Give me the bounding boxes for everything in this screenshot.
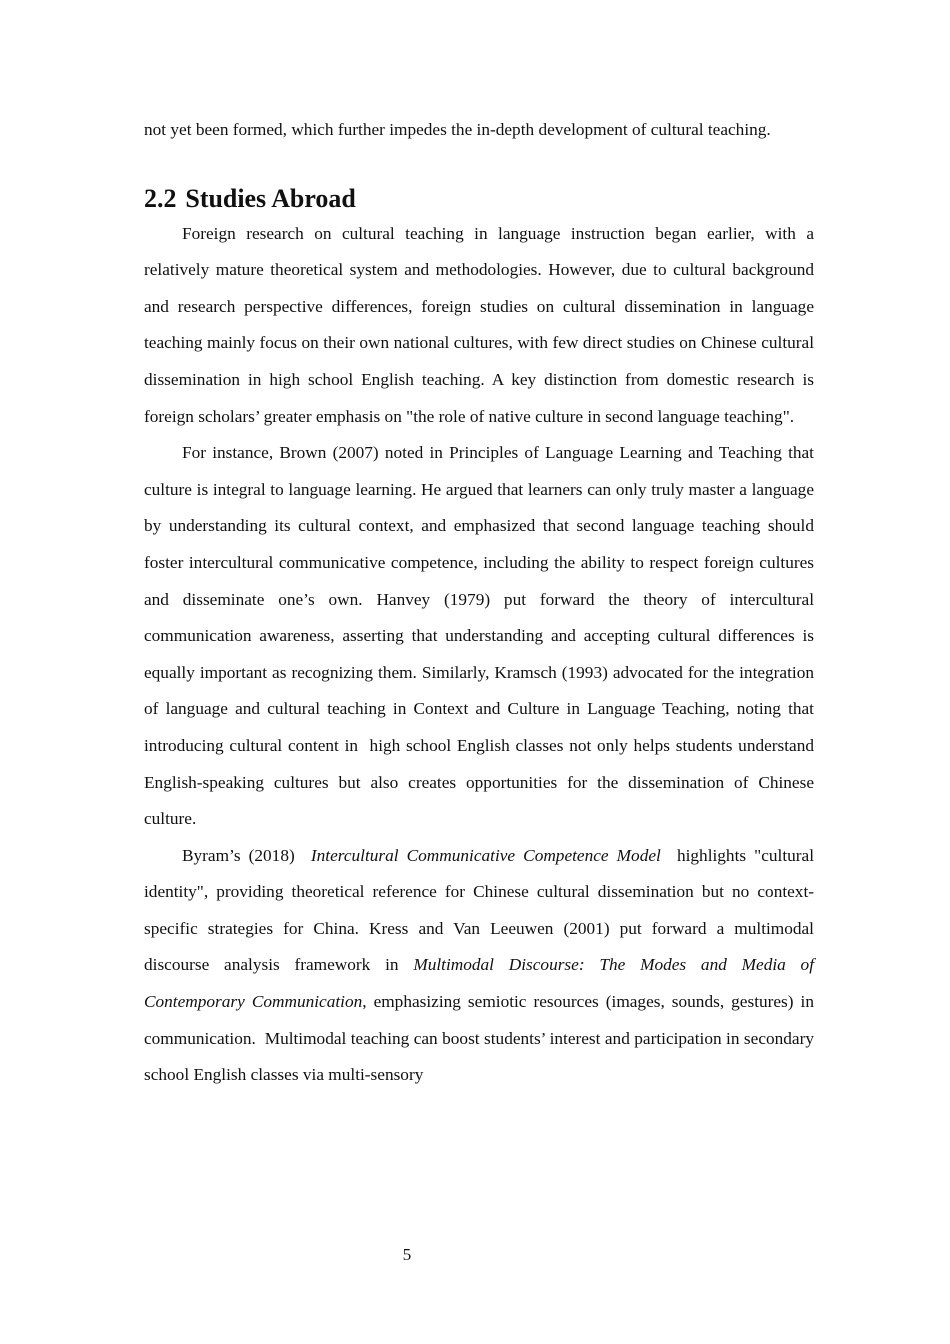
page-number: 5 <box>402 1245 412 1264</box>
italic-title-run: Multimodal Discourse: The Modes and Media of Contemporary Communication <box>144 955 819 1012</box>
continuation-paragraph: not yet been formed, which further impedes the in-depth development of cultural teaching. <box>144 120 771 139</box>
text-run: Byram’s (2018) <box>182 845 311 865</box>
body-paragraph <box>144 838 819 1094</box>
text-run: Foreign research on cultural teaching in language instruction began earlier, with a relatively mature theoretical system and methodologies. However, due to cultural background and research perspective differences, foreign studies on cultural dissemination in language teaching mainly focus on their own national cultures, with few direct studies on Chinese cultural dissemination in high school English teaching. A key distinction from domestic research is foreign scholars’ greater emphasis on "the role of native culture in second language teaching". <box>144 223 819 426</box>
section-title: Studies Abroad <box>185 183 356 213</box>
body-paragraph <box>144 435 819 838</box>
body-paragraph <box>144 216 819 436</box>
text-run: For instance, Brown (2007) noted in Principles of Language Learning and Teaching that culture is integral to language learning. He argued that learners can only truly master a language by understanding its cultural context, and emphasized that second language teaching should foster intercultural communicative competence, including the ability to respect foreign cultures and disseminate one’s own. Hanvey (1979) put forward the theory of intercultural communication awareness, asserting that understanding and accepting cultural differences is equally important as recognizing them. Similarly, Kramsch (1993) advocated for the integration of language and cultural teaching in Context and Culture in Language Teaching, noting that introducing cultural content in high school English classes not only helps students understand English-speaking cultures but also creates opportunities for the dissemination of Chinese culture. <box>144 443 819 829</box>
body-paragraphs <box>144 216 819 1094</box>
section-number: 2.2 <box>144 183 177 213</box>
document-page <box>144 112 819 1094</box>
section-heading <box>144 184 814 216</box>
text-run: highlights "cultural identity", providing theoretical reference for Chinese cultural dissemination but no context-specific strategies for China. Kress and Van Leeuwen (2001) put forward a multimodal discourse analysis framework in <box>144 845 819 975</box>
text-run: , emphasizing semiotic resources (images, sounds, gestures) in communication. Multimodal teaching can boost students’ interest and participation in secondary school English classes via multi-sensory <box>144 992 819 1085</box>
italic-title-run: Intercultural Communicative Competence Model <box>310 845 661 865</box>
